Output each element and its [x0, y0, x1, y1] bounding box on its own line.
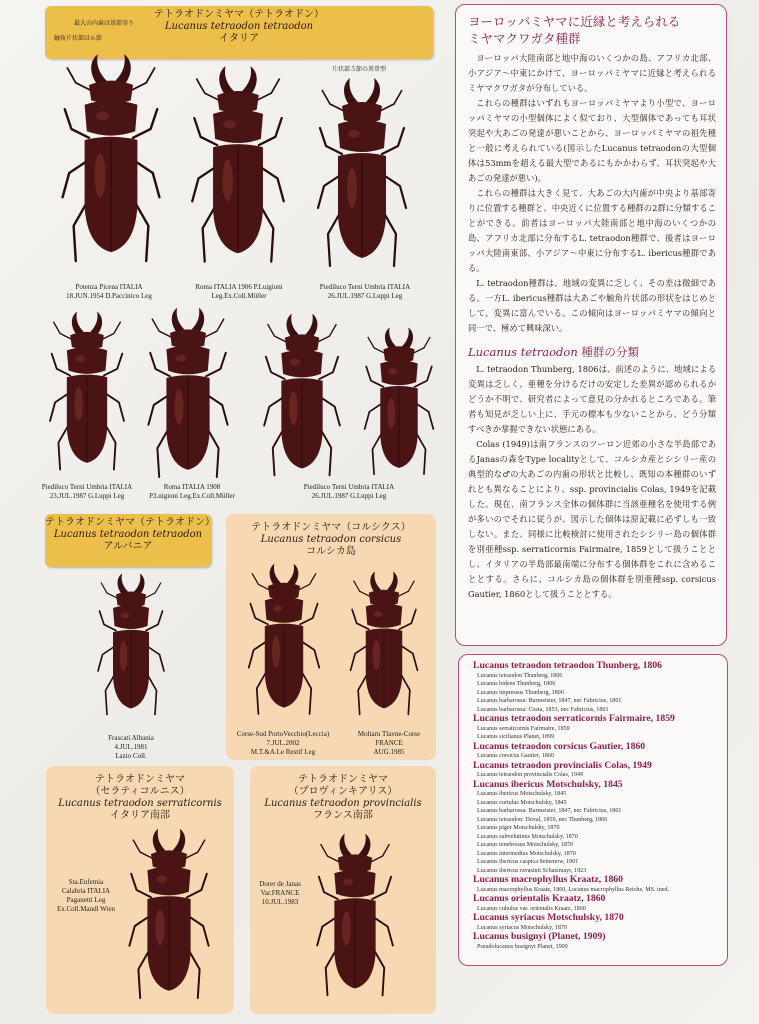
synonym-heading: Lucanus orientalis Kraatz, 1860: [473, 893, 606, 904]
stag-beetle-icon: [317, 834, 393, 996]
synonym-entry: Lucanus tetraodon provincialis Colas, 1949: [477, 772, 584, 778]
annotation-inner-tooth: 最大の内歯は基部寄り: [74, 20, 135, 27]
synonym-entry: Lucanus tenebrosus Motschulsky, 1870: [477, 842, 574, 848]
synonym-heading: Lucanus busignyi (Planet, 1909): [473, 931, 606, 942]
article-paragraph: Colas (1949)は南フランスのツーロン近郊の小さな半島部であるJanasの森をType localityとして、コルシカ産とシシリー産の典型的な♂の大あごの内歯の形状と比較し、既知の本種群のいずれとも異なることにより、ssp. provincialis Colas, 1949を記載した。現在、南フランス全体の個体群に当該亜種名を使用する例が多いのでそれに従うが、図示した個体は原記載に必ずしも一致しない。また、同様に比較検討に使用されたシシリー島の個体群を別亜種ssp. serraticornis Fairmaire, 1859として扱うこととし、イタリアの半島部最南端に分布する個体群をこれに含めることとする。さらに、コルシカ島の個体群を別亜種ssp. corsicus Gautier, 1860として扱うこととする。: [468, 439, 716, 599]
synonym-entry: Lucanus ibericus caspica Semenow, 1901: [477, 859, 579, 865]
stag-beetle-icon: [129, 829, 208, 998]
synonym-entry: Lucanus curtulus Motschulsky, 1845: [477, 799, 567, 806]
synonym-entry: Lucanus barbarossa: Burmeister, 1847, nec Fabricius, 1801: [477, 698, 622, 704]
stag-beetle-icon: [98, 574, 164, 715]
synonym-entry: Lucanus serraticornis Fairmaire, 1859: [477, 725, 570, 732]
species-panel-southern-italy: テトラオドンミヤマ （セラティコルニス） Lucanus tetraodon serraticornis イタリア南部: [46, 766, 234, 1014]
beetle-specimen: [244, 562, 324, 722]
beetle-specimen: [312, 826, 398, 1010]
species-label-albania: テトラオドンミヤマ（テトラオドン） Lucanus tetraodon tetraodon アルバニア: [45, 514, 211, 567]
synonym-entry: Lucanus macrophyllus Kraatz, 1860, Lucanus macrophyllus Reiche, MS. ined.: [477, 886, 670, 893]
stag-beetle-icon: [351, 572, 418, 715]
species-locality: イタリア: [219, 33, 259, 44]
specimen-caption: Moltaru Tlavne-Corse FRANCE AUG.1985: [357, 730, 421, 756]
specimen-caption: Potenza Picena ITALIA 18.JUN.1954 D.Paccinico Leg: [66, 283, 152, 300]
specimen-caption: Sta.Eufemia Calabria ITALIA Paganetti Leg Ex.Coll.Mandl Wien: [56, 878, 116, 913]
article-title: ヨーロッパミヤマに近縁と考えられる ミヤマクワガタ種群: [468, 14, 681, 46]
synonym-heading: Lucanus syriacus Motschulsky, 1870: [473, 912, 624, 923]
beetle-specimen: [140, 306, 236, 486]
beetle-specimen: [92, 572, 170, 722]
synonym-entry: Lucanus barbarossa: Costa, 1853, nec Fabricius, 1801: [477, 706, 609, 713]
synonym-heading: Lucanus ibericus Motschulsky, 1845: [473, 778, 623, 790]
article-paragraph: ヨーロッパ大陸南部と地中海のいくつかの島、アフリカ北部、小アジア～中東にかけて、ヨーロッパミヤマに近縁と考えられるミヤマクワガタが分布している。: [468, 53, 716, 93]
stag-beetle-icon: [148, 308, 227, 477]
specimen-caption: Roma ITALIA 1908 P.Luigioni Leg.Ex.Coll.Müller: [149, 483, 235, 500]
annotation-antenna-club: 触角片状部は６節: [54, 35, 103, 42]
specimen-caption: Roma ITALIA 1906 P.Luigioni Leg.Ex.Coll.Müller: [195, 283, 283, 300]
synonym-entry: Lucanus tetraodon: Duval, 1859, nec Thunberg, 1806: [477, 816, 608, 823]
synonym-entry: Lucanus ibericus Motschulsky, 1845: [477, 791, 567, 797]
synonym-entry: Lucanus barbarossa: Burmeister, 1847, nec Fabricius, 1801: [477, 808, 622, 814]
synonym-heading: Lucanus macrophyllus Kraatz, 1860: [473, 874, 623, 885]
specimen-caption: Piediluco Terni Umbria ITALIA 26.JUL.1987 G.Luppi Leg: [319, 283, 411, 300]
synonym-entry: Lucanus piger Motschulsky, 1870: [477, 825, 560, 831]
beetle-specimen: [186, 58, 290, 278]
article-text-box: [455, 4, 727, 646]
specimen-caption: Piediluco Terni Umbria ITALIA 23.JUL.1987 G.Luppi Leg: [41, 483, 133, 500]
synonym-entry: Lucanus corsicus Gautier, 1860: [477, 753, 554, 759]
beetle-specimen: [254, 312, 350, 484]
specimen-caption: Dorer de Janas Var.FRANCE 10.JUL.1983: [259, 880, 301, 906]
stag-beetle-icon: [192, 66, 284, 262]
section-heading: Lucanus tetraodon 種群の分類: [468, 345, 639, 359]
article-paragraph: これらの種群は大きく見て、大あごの大内歯が中央より基部寄りに位置する種群と、中央近くに位置する種群の2群に分類することができる。前者はヨーロッパ大陸南部と地中海のいくつかの島、アフリカ北部に分布するL. tetraodon種群で、後者はヨーロッパ大陸南東部、小アジア～中東に分布するL. ibericus種群である。: [468, 188, 716, 273]
synonym-heading: Lucanus tetraodon corsicus Gautier, 1860: [473, 740, 646, 752]
species-sci-name: Lucanus tetraodon tetraodon: [164, 21, 314, 32]
beetle-specimen: [124, 824, 214, 1010]
synonym-entry: Lucanus intermedius Motschulsky, 1870: [477, 850, 576, 857]
specimen-caption: Frascati Albania 4.JUL.1981 Lazio Coll.: [108, 734, 154, 760]
synonym-entry: Lucanus tetraodon Thunberg, 1806: [477, 672, 563, 679]
stag-beetle-icon: [50, 312, 124, 470]
beetle-specimen: [42, 310, 132, 478]
synonym-heading: Lucanus tetraodon provincialis Colas, 1949: [473, 759, 652, 771]
synonym-list-box: [458, 654, 728, 966]
synonym-entry: Lucanus cuhulus var. orientalis Kraatz, 1860: [477, 905, 586, 912]
species-panel-southern-france: テトラオドンミヤマ （プロヴィンキアリス） Lucanus tetraodon provincialis フランス南部: [250, 766, 436, 1014]
stag-beetle-icon: [249, 564, 319, 714]
synonym-entry: Lucanus sicilianus Planet, 1899: [477, 734, 555, 740]
synonym-entry: Lucanus subvelutinus Motschulsky, 1870: [477, 833, 578, 840]
synonym-entry: Pseudolucanus busignyi Planet, 1909: [477, 943, 568, 950]
synonym-entry: Lucanus ibericus ravasinii Schatzmayr, 1923: [477, 867, 587, 874]
species-jp-name: テトラオドンミヤマ（テトラオドン）: [154, 9, 324, 20]
stag-beetle-icon: [318, 78, 406, 266]
article-paragraph: これらの種群はいずれもヨーロッパミヤマより小型で、ヨーロッパミヤマの小型個体によく似ており、大型個体であっても耳状突起や大あごの発達が悪いことから、ヨーロッパミヤマの祖先種と一般に考えられている(図示したLucanus tetraodonの大型個体は53mmを超える最大型であるにもかかわらず、耳状突起や大あごの発達が悪い)。: [468, 98, 716, 183]
annotation-abnormal: 片状部５節の異常型: [332, 66, 387, 73]
stag-beetle-icon: [264, 314, 340, 476]
synonym-entry: Lucanus syriacus Motschulsky, 1870: [477, 924, 567, 931]
stag-beetle-icon: [365, 328, 434, 475]
specimen-caption: Piediluco Terni Umbria ITALIA 26.JUL.1987 G.Luppi Leg: [303, 483, 395, 500]
beetle-specimen: [312, 76, 412, 276]
stag-beetle-icon: [63, 54, 160, 261]
beetle-specimen: [344, 570, 424, 722]
synonym-list: [473, 661, 719, 951]
synonym-entry: Lucanus impressus Thunberg, 1806: [477, 689, 564, 696]
synonym-heading: Lucanus tetraodon tetraodon Thunberg, 1806: [473, 660, 663, 671]
article-paragraph: L. tetraodon種群は、地域の変異に乏しく、その差は微細である。一方L. ibericus種群は大あごや触角片状部の形状をはじめとして、変異に富んでいる。この傾向はヨーロッパミヤマの傾向と同一で、極めて興味深い。: [468, 278, 716, 333]
beetle-specimen: [56, 46, 166, 278]
synonym-heading: Lucanus tetraodon serraticornis Fairmaire, 1859: [473, 713, 675, 724]
species-panel-corsica: テトラオドンミヤマ（コルシクス） Lucanus tetraodon corsicus コルシカ島: [226, 514, 436, 760]
synonym-entry: Lucanus bidens Thunberg, 1806: [477, 681, 556, 687]
specimen-caption: Corse-Sud PortoVecchio(Leccia) 7.JUL.2002 M.T.&A.Le Restif Leg: [236, 730, 330, 756]
beetle-specimen: [356, 326, 442, 482]
article-paragraph: L. tetraodon Thunberg, 1806は、前述のように、地域による変異は乏しく、亜種を分けるだけの安定した差異が認められるかどうか不明で、研究者によって意見の分かれるところである。筆者も知見が乏しい上に、手元の標本も少ないことから、どう分類すべきか掌握できない状態にある。: [468, 364, 716, 434]
